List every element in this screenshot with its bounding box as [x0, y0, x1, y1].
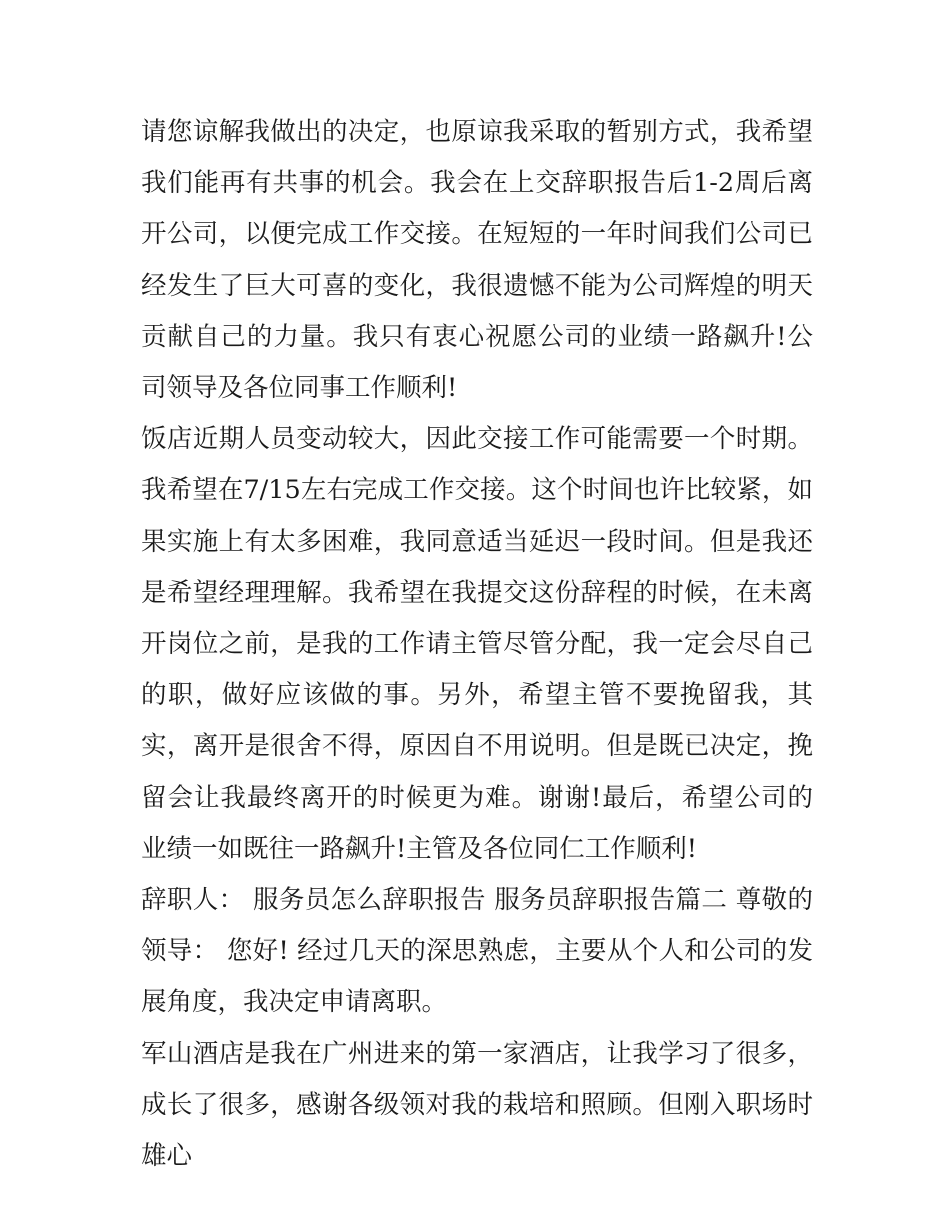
paragraph-2: 饭店近期人员变动较大，因此交接工作可能需要一个时期。我希望在7/15左右完成工作交接。这个时间也许比较紧，如果实施上有太多困难，我同意适当延迟一段时间。但是我还是希望经理理解。我希望在我提交这份辞程的时候，在未离开岗位之前，是我的工作请主管尽管分配，我一定会尽自己的职，做好应该做的事。另外，希望主管不要挽留我，其实，离开是很舍不得，原因自不用说明。但是既已决定，挽留会让我最终离开的时候更为难。谢谢!最后，希望公司的业绩一如既往一路飙升!主管及各位同仁工作顺利! [141, 424, 813, 864]
paragraph-1: 请您谅解我做出的决定，也原谅我采取的暂别方式，我希望我们能再有共事的机会。我会在上交辞职报告后1-2周后离开公司，以便完成工作交接。在短短的一年时间我们公司已经发生了巨大可喜的变化，我很遗憾不能为公司辉煌的明天贡献自己的力量。我只有衷心祝愿公司的业绩一路飙升!公司领导及各位同事工作顺利! [141, 117, 813, 404]
paragraph-4: 军山酒店是我在广州进来的第一家酒店，让我学习了很多，成长了很多，感谢各级领对我的栽培和照顾。但刚入职场时雄心 [141, 1038, 813, 1172]
paragraph-3: 辞职人： 服务员怎么辞职报告 服务员辞职报告篇二 尊敬的领导： 您好! 经过几天的深思熟虑，主要从个人和公司的发展角度，我决定申请离职。 [141, 885, 813, 1018]
document-body [141, 107, 813, 1182]
